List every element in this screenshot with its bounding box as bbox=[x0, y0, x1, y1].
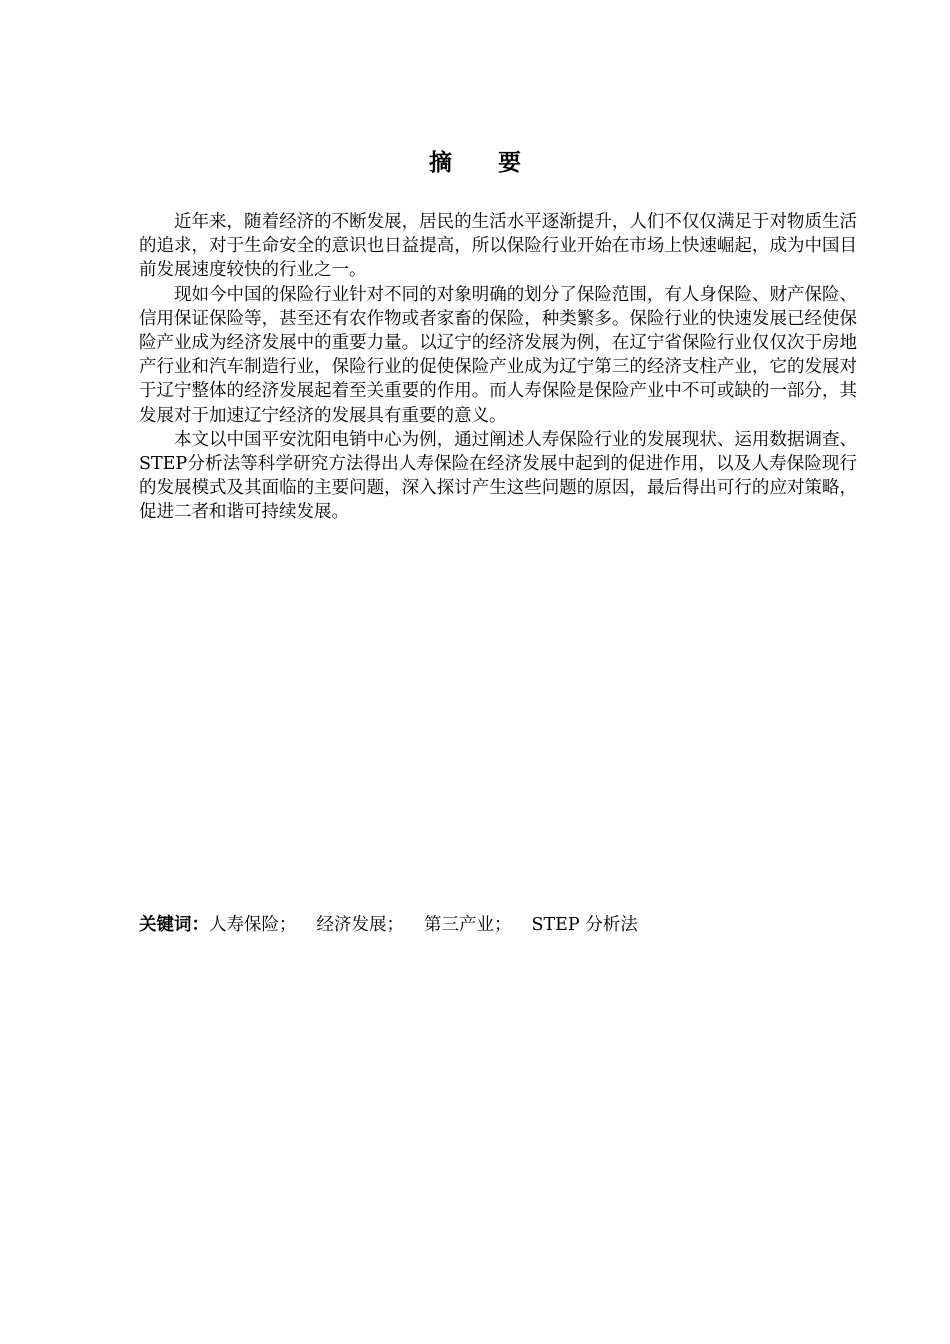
keyword-item: 第三产业； bbox=[424, 915, 512, 935]
keywords-line bbox=[139, 912, 857, 938]
page-title bbox=[0, 146, 950, 180]
title-char-2: 要 bbox=[498, 150, 521, 176]
abstract-paragraph-1: 近年来，随着经济的不断发展，居民的生活水平逐渐提升，人们不仅仅满足于对物质生活的追求，对于生命安全的意识也日益提高，所以保险行业开始在市场上快速崛起，成为中国目前发展速度较快的行业之一。 bbox=[139, 212, 857, 281]
keyword-item: 经济发展； bbox=[316, 915, 404, 935]
keyword-item: 人寿保险； bbox=[209, 915, 297, 935]
abstract-body bbox=[139, 210, 857, 525]
keywords-label: 关键词： bbox=[139, 915, 209, 935]
abstract-paragraph-2: 现如今中国的保险行业针对不同的对象明确的划分了保险范围，有人身保险、财产保险、信用保证保险等，甚至还有农作物或者家畜的保险，种类繁多。保险行业的快速发展已经使保险产业成为经济发展中的重要力量。以辽宁的经济发展为例，在辽宁省保险行业仅仅次于房地产行业和汽车制造行业，保险行业的促使保险产业成为辽宁第三的经济支柱产业，它的发展对于辽宁整体的经济发展起着至关重要的作用。而人寿保险是保险产业中不可或缺的一部分，其发展对于加速辽宁经济的发展具有重要的意义。 bbox=[139, 284, 857, 426]
title-char-1: 摘 bbox=[429, 150, 452, 176]
keyword-item: STEP 分析法 bbox=[531, 915, 638, 935]
abstract-paragraph-3: 本文以中国平安沈阳电销中心为例，通过阐述人寿保险行业的发展现状、运用数据调查、STEP分析法等科学研究方法得出人寿保险在经济发展中起到的促进作用，以及人寿保险现行的发展模式及其面临的主要问题，深入探讨产生这些问题的原因，最后得出可行的应对策略，促进二者和谐可持续发展。 bbox=[139, 429, 857, 523]
